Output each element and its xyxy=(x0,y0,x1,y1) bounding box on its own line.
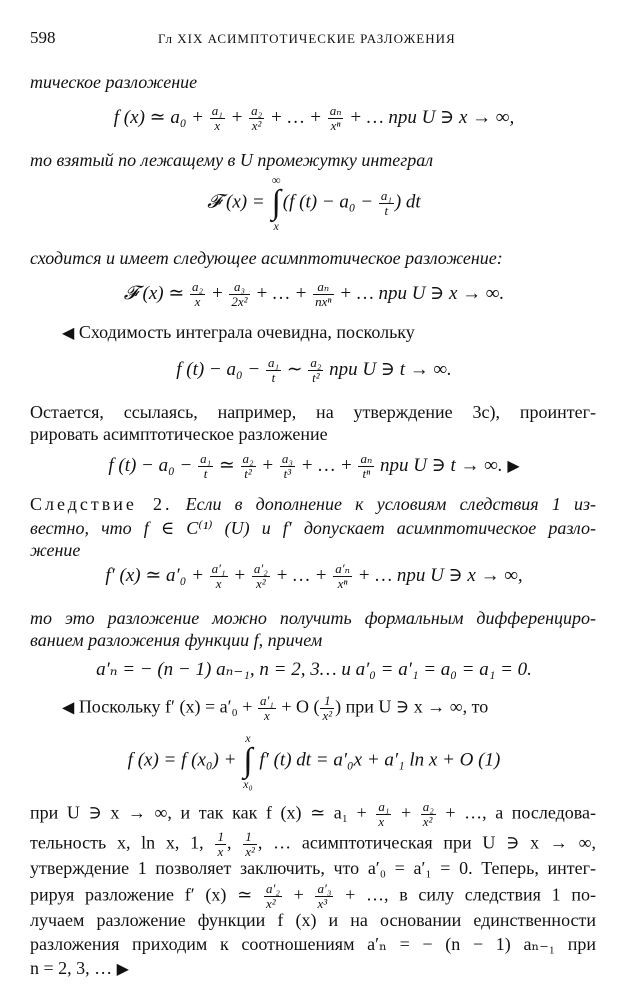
text-line-4: ◀ Сходимость интеграла очевидна, поскольку xyxy=(62,322,415,342)
running-head: Гл XIX АСИМПТОТИЧЕСКИЕ РАЗЛОЖЕНИЯ xyxy=(158,31,456,46)
integral-sign-2: x ∫ x₀ xyxy=(243,731,253,791)
formula-expansion-F: 𝓕 (x) ≃ $\frac{\text{a₂}}{x}$ + $\frac{\text{a₃}}{\text{2x²}}$ + … + $\frac{\text{aₙ}}{\text{nxⁿ}}$ + … при U ∋ x → ∞. xyxy=(123,279,505,309)
text-line-7: Следствие 2. Если в дополнение к условиям следствия 1 из- xyxy=(30,494,596,514)
text-line-17: лучаем разложение функции f (x) и на основании единственности xyxy=(30,910,596,930)
page-number: 598 xyxy=(30,28,56,47)
text-line-8: вестно, что f ∈ C⁽¹⁾ (U) и f′ допускает асимптотическое разло- xyxy=(30,518,596,538)
text-line-3: сходится и имеет следующее асимптотическое разложение: xyxy=(30,248,503,268)
proof-end-marker-2: ▶ xyxy=(116,961,129,978)
text-line-10: то это разложение можно получить формальным дифференциро- xyxy=(30,608,596,628)
proof-end-marker: ▶ xyxy=(507,457,520,475)
text-line-2: то взятый по лежащему в U промежутку интеграл xyxy=(30,150,434,170)
formula-expansion-fprime: f′ (x) ≃ a′₀ + $\frac{\text{a′₁}}{x}$ + $\frac{\text{a′₂}}{\text{x²}}$ + … + $\frac{\text{a′ₙ}}{\text{xⁿ}}$ + … при U ∋ x → ∞, xyxy=(105,561,523,591)
text-line-5: Остается, ссылаясь, например, на утверждение 3c), проинтег- xyxy=(30,402,596,422)
formula-integral-F: 𝓕 (x) = ∞ ∫ x(f (t) − a₀ − $\frac{\text{a₁}}{t}$ ) dt xyxy=(207,173,421,233)
formula-expansion-ft: f (t) − a₀ − $\frac{\text{a₁}}{t}$ ≃ $\frac{\text{a₂}}{\text{t²}}$ + $\frac{\text{a₃}}{\text{t³}}$ + … + $\frac{\text{aₙ}}{\text{tⁿ}}$ при U ∋ t → ∞. ▶ xyxy=(108,451,520,481)
text-line-14: тельность x, ln x, 1, $\frac{1}{x}$ , $\frac{1}{\text{x²}}$ , … асимптотическая при U ∋ x → ∞, xyxy=(30,829,596,859)
text-line-18: разложения приходим к соотношениям a′ₙ = − (n − 1) aₙ₋₁ при xyxy=(30,934,596,954)
formula-integral-f: f (x) = f (x₀) + x ∫ x₀ f′ (t) dt = a′₀x + a′₁ ln x + O (1) xyxy=(127,731,501,791)
formula-equivalence: f (t) − a₀ − $\frac{\text{a₁}}{t}$ ∼ $\frac{\text{a₂}}{\text{t²}}$ при U ∋ t → ∞. xyxy=(176,355,452,385)
text-line-12: ◀ Поскольку f′ (x) = a′₀ + $\frac{\text{a′₁}}{x}$ + O ( $\frac{1}{\text{x²}}$ ) при U ∋ x → ∞, то xyxy=(62,693,489,723)
text-line-15: утверждение 1 позволяет заключить, что a′₀ = a′₁ = 0. Теперь, интег- xyxy=(30,858,596,878)
integral-sign: ∞ ∫ x xyxy=(271,173,281,233)
proof-start-marker-2: ◀ xyxy=(62,699,75,717)
text-line-6: рировать асимптотическое разложение xyxy=(30,424,328,444)
text-line-13: при U ∋ x → ∞, и так как f (x) ≃ a₁ + $\frac{\text{a₁}}{x}$ + $\frac{\text{a₂}}{\text{x²}}$ + …, а последова- xyxy=(30,799,597,829)
text-line-19: n = 2, 3, … ▶ xyxy=(30,958,129,978)
text-line-16: рируя разложение f′ (x) ≃ $\frac{\text{a′₂}}{\text{x²}}$ + $\frac{\text{a′₃}}{\text{x³}}$ + …, в силу следствия 1 по- xyxy=(30,881,596,911)
text-line-9: жение xyxy=(30,540,81,560)
formula-expansion-f: f (x) ≃ a₀ + $\frac{\text{a₁}}{x}$ + $\frac{\text{a₂}}{\text{x²}}$ + … + $\frac{\text{aₙ}}{\text{xⁿ}}$ + … при U ∋ x → ∞, xyxy=(113,103,515,133)
text-line-1: тическое разложение xyxy=(30,72,198,92)
text-line-11: ванием разложения функции f, причем xyxy=(30,630,323,650)
formula-coefficients: a′ₙ = − (n − 1) aₙ₋₁, n = 2, 3… и a′₀ = a′₁ = a₀ = a₁ = 0. xyxy=(96,659,532,680)
proof-start-marker: ◀ xyxy=(62,325,75,342)
